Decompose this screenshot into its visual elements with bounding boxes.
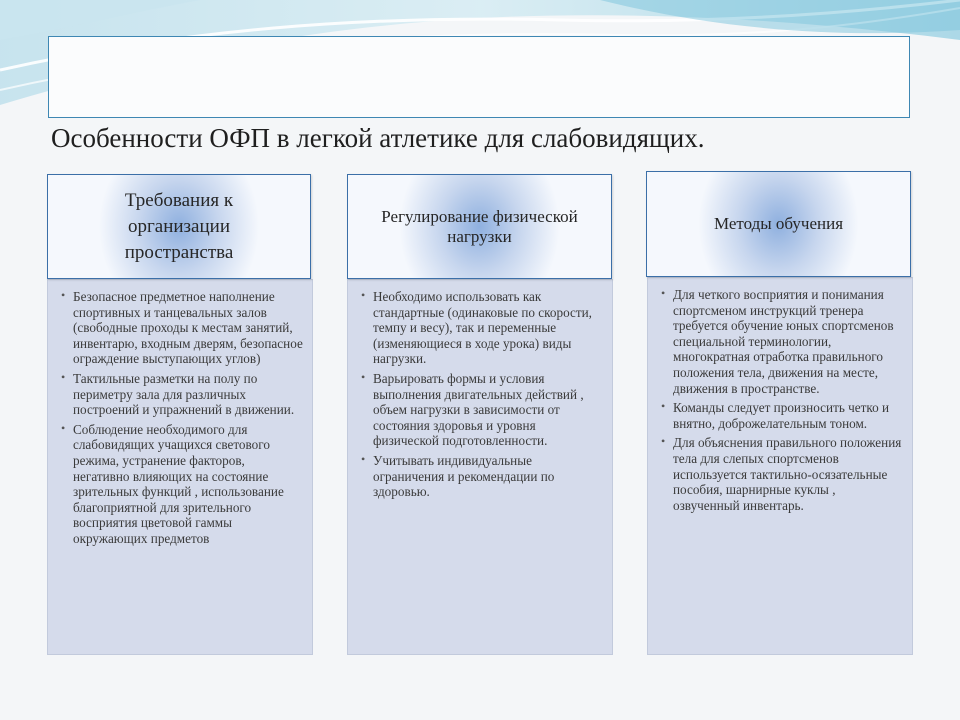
list-item: • Для объяснения правильного положения тела для слепых спортсменов используется тактильно-осязательные пособия, шарнирные куклы , озвученный инвентарь. <box>661 434 902 513</box>
column-body <box>647 277 913 655</box>
column-heading <box>47 174 311 279</box>
list-item: • Варьировать формы и условия выполнения двигательных действий , объем нагрузки в зависимости от состояния здоровья и уровня физической подготовленности. <box>361 369 584 449</box>
column-heading <box>347 174 612 279</box>
bullet-icon: • <box>361 288 366 302</box>
list-item: • Учитывать индивидуальные ограничения и рекомендации по здоровью. <box>361 451 555 500</box>
column-heading-text: Требования к организации пространства <box>124 189 234 263</box>
list-item: • Необходимо использовать как стандартные (одинаковые по скорости, темпу и весу), так и переменные (изменяющиеся в ходе урока) виды нагрузки. <box>361 288 592 367</box>
bullet-icon: • <box>661 286 666 300</box>
bullet-icon: • <box>61 288 66 302</box>
bullet-icon: • <box>361 369 366 384</box>
list-item: • Тактильные разметки на полу по периметру зала для различных построений и упражнений в движении. <box>61 369 295 418</box>
bullet-icon: • <box>61 420 66 435</box>
list-item: • Безопасное предметное наполнение спортивных и танцевальных залов (свободные проходы к местам занятий, инвентарю, входным дверям, безопасное ограждение выступающих углов) <box>61 288 303 367</box>
list-item: • Для четкого восприятия и понимания спортсменом инструкций тренера требуется обучение юных спортсменов специальной терминологии, многократная отработка правильного положения тела, движения на месте, движения в пространстве. <box>661 286 894 396</box>
column-body <box>47 279 313 655</box>
column-body <box>347 279 613 655</box>
column-heading-text: Регулирование физической нагрузки <box>381 206 578 246</box>
bullet-icon: • <box>361 451 366 466</box>
bullet-icon: • <box>61 369 66 384</box>
column-heading <box>646 171 911 277</box>
list-item: • Соблюдение необходимого для слабовидящих учащихся светового режима, устранение факторов, негативно влияющих на состояние зрительных функций , использование благоприятной для зрительного восприятия цветовой гаммы окружающих предметов <box>61 420 284 546</box>
slide-title: Особенности ОФП в легкой атлетике для слабовидящих. <box>51 123 705 153</box>
bullet-icon: • <box>661 399 666 414</box>
list-item: • Команды следует произносить четко и внятно, доброжелательным тоном. <box>661 399 890 431</box>
column-heading-text: Методы обучения <box>713 214 844 233</box>
bullet-icon: • <box>661 434 666 449</box>
title-box <box>48 36 910 153</box>
